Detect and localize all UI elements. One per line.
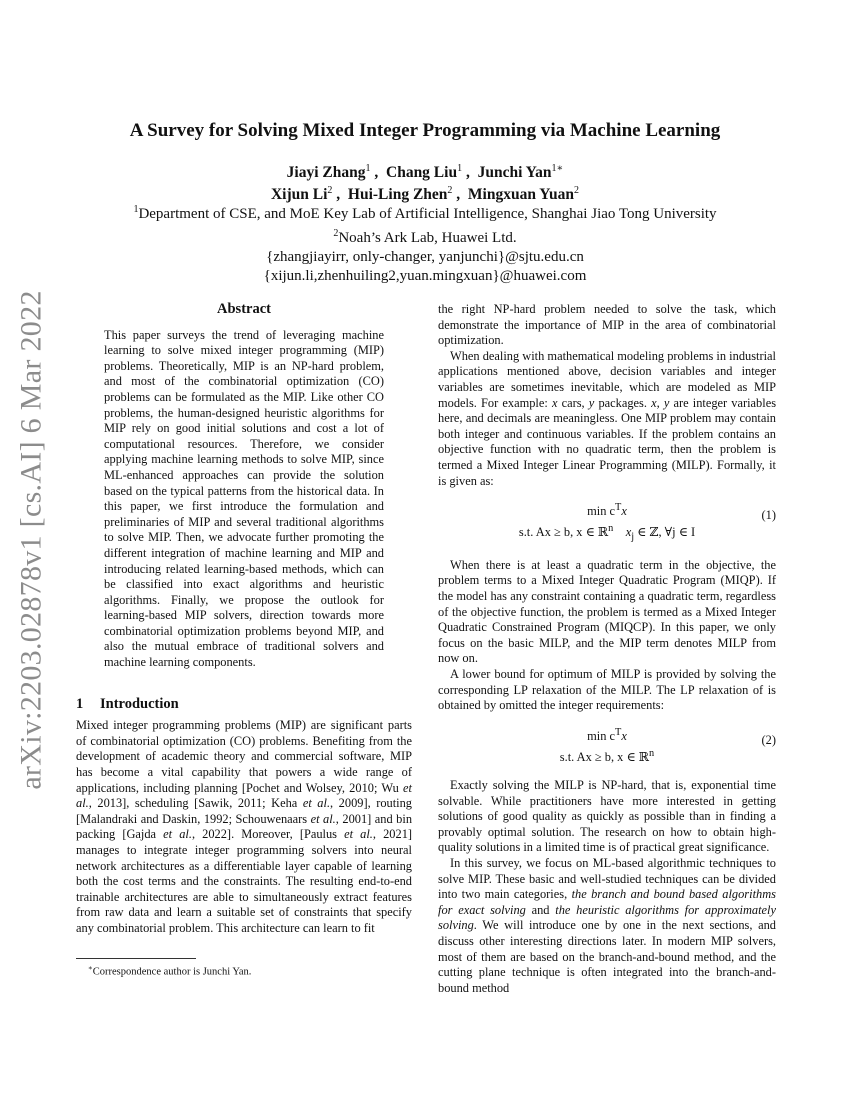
paper-title: A Survey for Solving Mixed Integer Programming via Machine Learning <box>129 120 721 141</box>
author-name: Xijun Li <box>270 186 328 204</box>
author-name: Jiayi Zhang <box>286 164 366 182</box>
section-title: Introduction <box>100 695 179 712</box>
email-sjtu: {zhangjiayirr, only-changer, yanjunchi}@sjtu.edu.cn <box>266 249 584 265</box>
author-name: Junchi Yan <box>477 164 552 182</box>
author-list <box>60 160 790 204</box>
body-paragraph: In this survey, we focus on ML-based algorithmic techniques to solve MIP. These basic and well-studied techniques can be divided into two main categories, the branch and bound based algorithms for exact solving and the heuristic algorithms for approximately solving. We will introduce one by one in the next sections, and discuss other interesting directions later. In modern MIP solvers, most of them are based on the branch-and-bound method, and the cutting plane technique is often integrated into the branch-and-bound method <box>438 856 776 995</box>
section-heading-introduction <box>76 697 412 713</box>
author-name: Mingxuan Yuan <box>467 186 575 204</box>
author-name: Hui-Ling Zhen <box>347 186 448 204</box>
footnote: ∗Correspondence author is Junchi Yan. <box>88 964 252 978</box>
intro-paragraph: Mixed integer programming problems (MIP) are significant parts of combinatorial optimization (CO) problems. Benefiting from the development of academic theory and commercial software, MIP has become a vital capability that powers a wide range of applications, including planning [Pochet and Wolsey, 2010; Wu et al., 2013], scheduling [Sawik, 2011; Keha et al., 2009], routing [Malandraki and Daskin, 1992; Schouwenaars et al., 2001] and bin packing [Gajda et al., 2022]. Moreover, [Paulus et al., 2021] manages to integrate integer programming solvers into neural network architectures as a differentiable layer capable of learning both the cost terms and the constraints. The resulting end-to-end trainable architectures are able to simultaneously extract features from raw data and learn a suitable set of constraints that specify any combinatorial problem. This architecture can learn to fit <box>76 718 413 935</box>
right-column <box>438 302 776 996</box>
equation-1-constraints: s.t. Ax ≥ b, x ∈ ℝ$^n$ $x_j$ ∈ ℤ, ∀j ∈ I <box>518 523 696 543</box>
author-line-1: Jiayi Zhang$^1$ , Chang Liu$^1$ , Junchi Yan$^{1∗}$ <box>286 163 564 182</box>
equation-number: (2) <box>761 732 776 747</box>
equation-1 <box>438 499 776 546</box>
body-paragraph: When there is at least a quadratic term in the objective, the problem terms to a Mixed Integer Quadratic Program (MIQP). If the model has any constraint containing a quadratic term, regardless of the objective function, the problem is termed as a Mixed Integer Quadratic Constrained Program (MIQCP). In this paper, we only focus on the basic MILP, and the MIP term denotes MILP from now on. <box>438 557 776 666</box>
author-name: Chang Liu <box>386 164 458 182</box>
arxiv-identifier-text: arXiv:2203.02878v1 [cs.AI] 6 Mar 2022 <box>15 290 49 790</box>
body-paragraph: the right NP-hard problem needed to solve the task, which demonstrate the importance of MIP in the area of combinatorial optimization. <box>438 302 776 348</box>
equation-number: (1) <box>761 508 776 523</box>
abstract-body <box>76 328 412 671</box>
affiliations <box>60 200 790 286</box>
equation-2-objective: $\min c^Tx$ <box>587 726 627 743</box>
body-paragraph: A lower bound for optimum of MILP is provided by solving the corresponding LP relaxation of the MILP. The LP relaxation of is obtained by omitted the integer requirements: <box>438 667 776 713</box>
email-huawei: {xijun.li,zhenhuiling2,yuan.mingxuan}@huawei.com <box>263 268 587 284</box>
author-line-2: Xijun Li$^2$ , Hui-Ling Zhen$^2$ , Mingxuan Yuan$^2$ <box>270 185 580 204</box>
equation-2 <box>438 724 776 766</box>
affiliation-1: $^1$Department of CSE, and MoE Key Lab of Artificial Intelligence, Shanghai Jiao Tong University <box>133 204 717 222</box>
footnote-rule <box>76 958 196 959</box>
abstract-heading: Abstract <box>217 301 271 317</box>
section-number: 1 <box>76 695 84 712</box>
affiliation-2: $^2$Noah’s Ark Lab, Huawei Ltd. <box>333 228 517 246</box>
abstract-text: This paper surveys the trend of leveraging machine learning to solve mixed integer programming (MIP) problems. Theoretically, MIP is an NP-hard problem, and most of the combinatorial optimization (CO) problems can be formulated as the MIP. Like other CO problems, the human-designed heuristic algorithms for MIP rely on good initial solutions and cost a lot of computational resources. Therefore, we consider applying machine learning methods to solve MIP, since ML-enhanced approaches can provide the solution based on the typical patterns from the historical data. In this paper, we first introduce the formulation and preliminaries of MIP and several traditional algorithms to solve MIP. Then, we advocate further promoting the different integration of machine learning and MIP and introducing related learning-based methods, which can be classified into exact algorithms and heuristic algorithms. Finally, we propose the outlook for learning-based MIP solvers, direction towards more combinatorial optimization problems beyond MIP, and also the mutual embrace of traditional solvers and machine learning components. <box>104 327 384 670</box>
left-column <box>76 302 412 937</box>
arxiv-identifier-stamp <box>10 290 54 790</box>
body-paragraph: Exactly solving the MILP is NP-hard, that is, exponential time solvable. While practitioners have more interested in getting solutions of good quality as quickly as possible than in finding a provably optimal solution. The research on how to obtain high-quality solutions in a limited time is of practical great significance. <box>438 778 776 855</box>
body-paragraph: When dealing with mathematical modeling problems in industrial applications mentioned above, decision variables and integer variables are sometimes inevitable, which are modeled as MIP models. For example: x cars, y packages. x, y are integer variables here, and decimals are meaningless. One MIP problem may contain both integer and continuous variables. If the problem contains an objective function with no quadratic term, then the problem is termed a Mixed Integer Linear Programming (MILP). Formally, it is given as: <box>438 348 777 488</box>
equation-2-constraints: s.t. Ax ≥ b, x ∈ ℝ$^n$ <box>559 747 655 765</box>
equation-1-objective: $\min c^Tx$ <box>587 502 627 519</box>
